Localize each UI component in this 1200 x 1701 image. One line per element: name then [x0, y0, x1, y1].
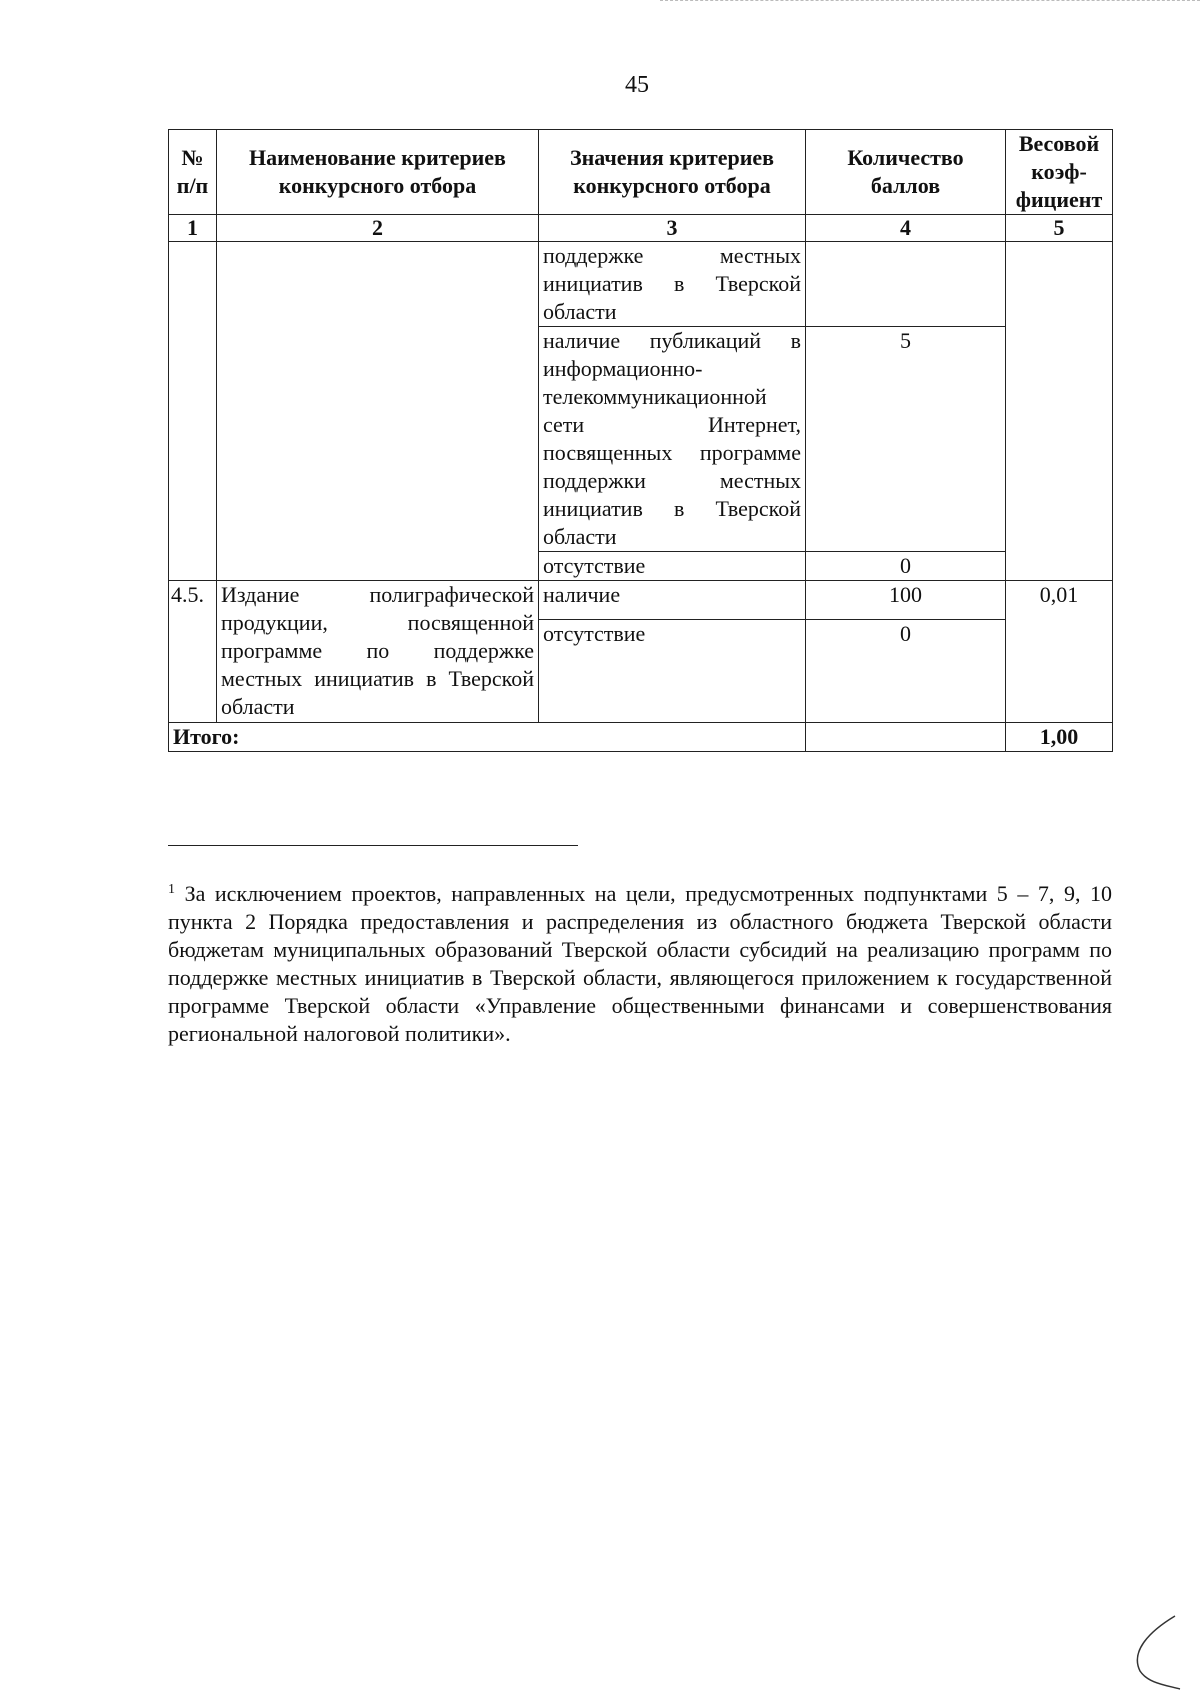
criteria-value-cell: отсутствие — [539, 620, 806, 723]
column-number-row — [169, 215, 1113, 242]
footnote-separator — [168, 845, 578, 846]
footnote — [168, 880, 1112, 1048]
header-num: № п/п — [169, 130, 217, 215]
column-number: 3 — [539, 215, 806, 242]
header-criteria-value: Значения критериев конкурсного отбора — [539, 130, 806, 215]
item-weight-cell: 0,01 — [1006, 581, 1113, 723]
column-number: 4 — [806, 215, 1006, 242]
table-row — [169, 581, 1113, 620]
item-num-cell: 4.5. — [169, 581, 217, 723]
table-header-row — [169, 130, 1113, 215]
criteria-table — [168, 129, 1113, 752]
pen-mark-icon — [1120, 1611, 1190, 1691]
criteria-value-cell: отсутствие — [539, 552, 806, 581]
scan-edge-line — [660, 0, 1200, 1]
total-points — [806, 723, 1006, 752]
points-cell: 0 — [806, 620, 1006, 723]
total-label: Итого: — [169, 723, 806, 752]
points-cell: 0 — [806, 552, 1006, 581]
table-row — [169, 242, 1113, 327]
column-number: 1 — [169, 215, 217, 242]
footnote-text: За исключением проектов, направленных на цели, предусмотренных подпунктами 5 – 7, 9, 10 пункта 2 Порядка предоставления и распределения из областного бюджета Тверской области бюджетам муниципальных образований Тверской области субсидий на реализацию программ по поддержке местных инициатив в Тверской области, являющегося приложением к государственной программе Тверской области «Управление общественными финансами и совершенствования региональной налоговой политики». — [168, 881, 1112, 1046]
header-points: Количество баллов — [806, 130, 1006, 215]
criteria-value-cell: поддержке местных инициатив в Тверской области — [539, 242, 806, 327]
points-cell: 100 — [806, 581, 1006, 620]
points-cell: 5 — [806, 327, 1006, 552]
weight-cell-continued — [1006, 242, 1113, 581]
footnote-marker: 1 — [168, 882, 175, 897]
total-weight: 1,00 — [1006, 723, 1113, 752]
total-row — [169, 723, 1113, 752]
criteria-value-cell: наличие — [539, 581, 806, 620]
column-number: 2 — [217, 215, 539, 242]
points-cell — [806, 242, 1006, 327]
header-criteria-name: Наименование критериев конкурсного отбора — [217, 130, 539, 215]
item-name-cell: Издание полиграфической продукции, посвященной программе по поддержке местных инициатив в Тверской области — [217, 581, 539, 723]
column-number: 5 — [1006, 215, 1113, 242]
name-cell-continued — [217, 242, 539, 581]
header-weight: Весовой коэф-фициент — [1006, 130, 1113, 215]
page-number: 45 — [625, 72, 649, 98]
criteria-value-cell: наличие публикаций в информационно-телекоммуникационной сети Интернет, посвященных программе поддержки местных инициатив в Тверской области — [539, 327, 806, 552]
num-cell-continued — [169, 242, 217, 581]
